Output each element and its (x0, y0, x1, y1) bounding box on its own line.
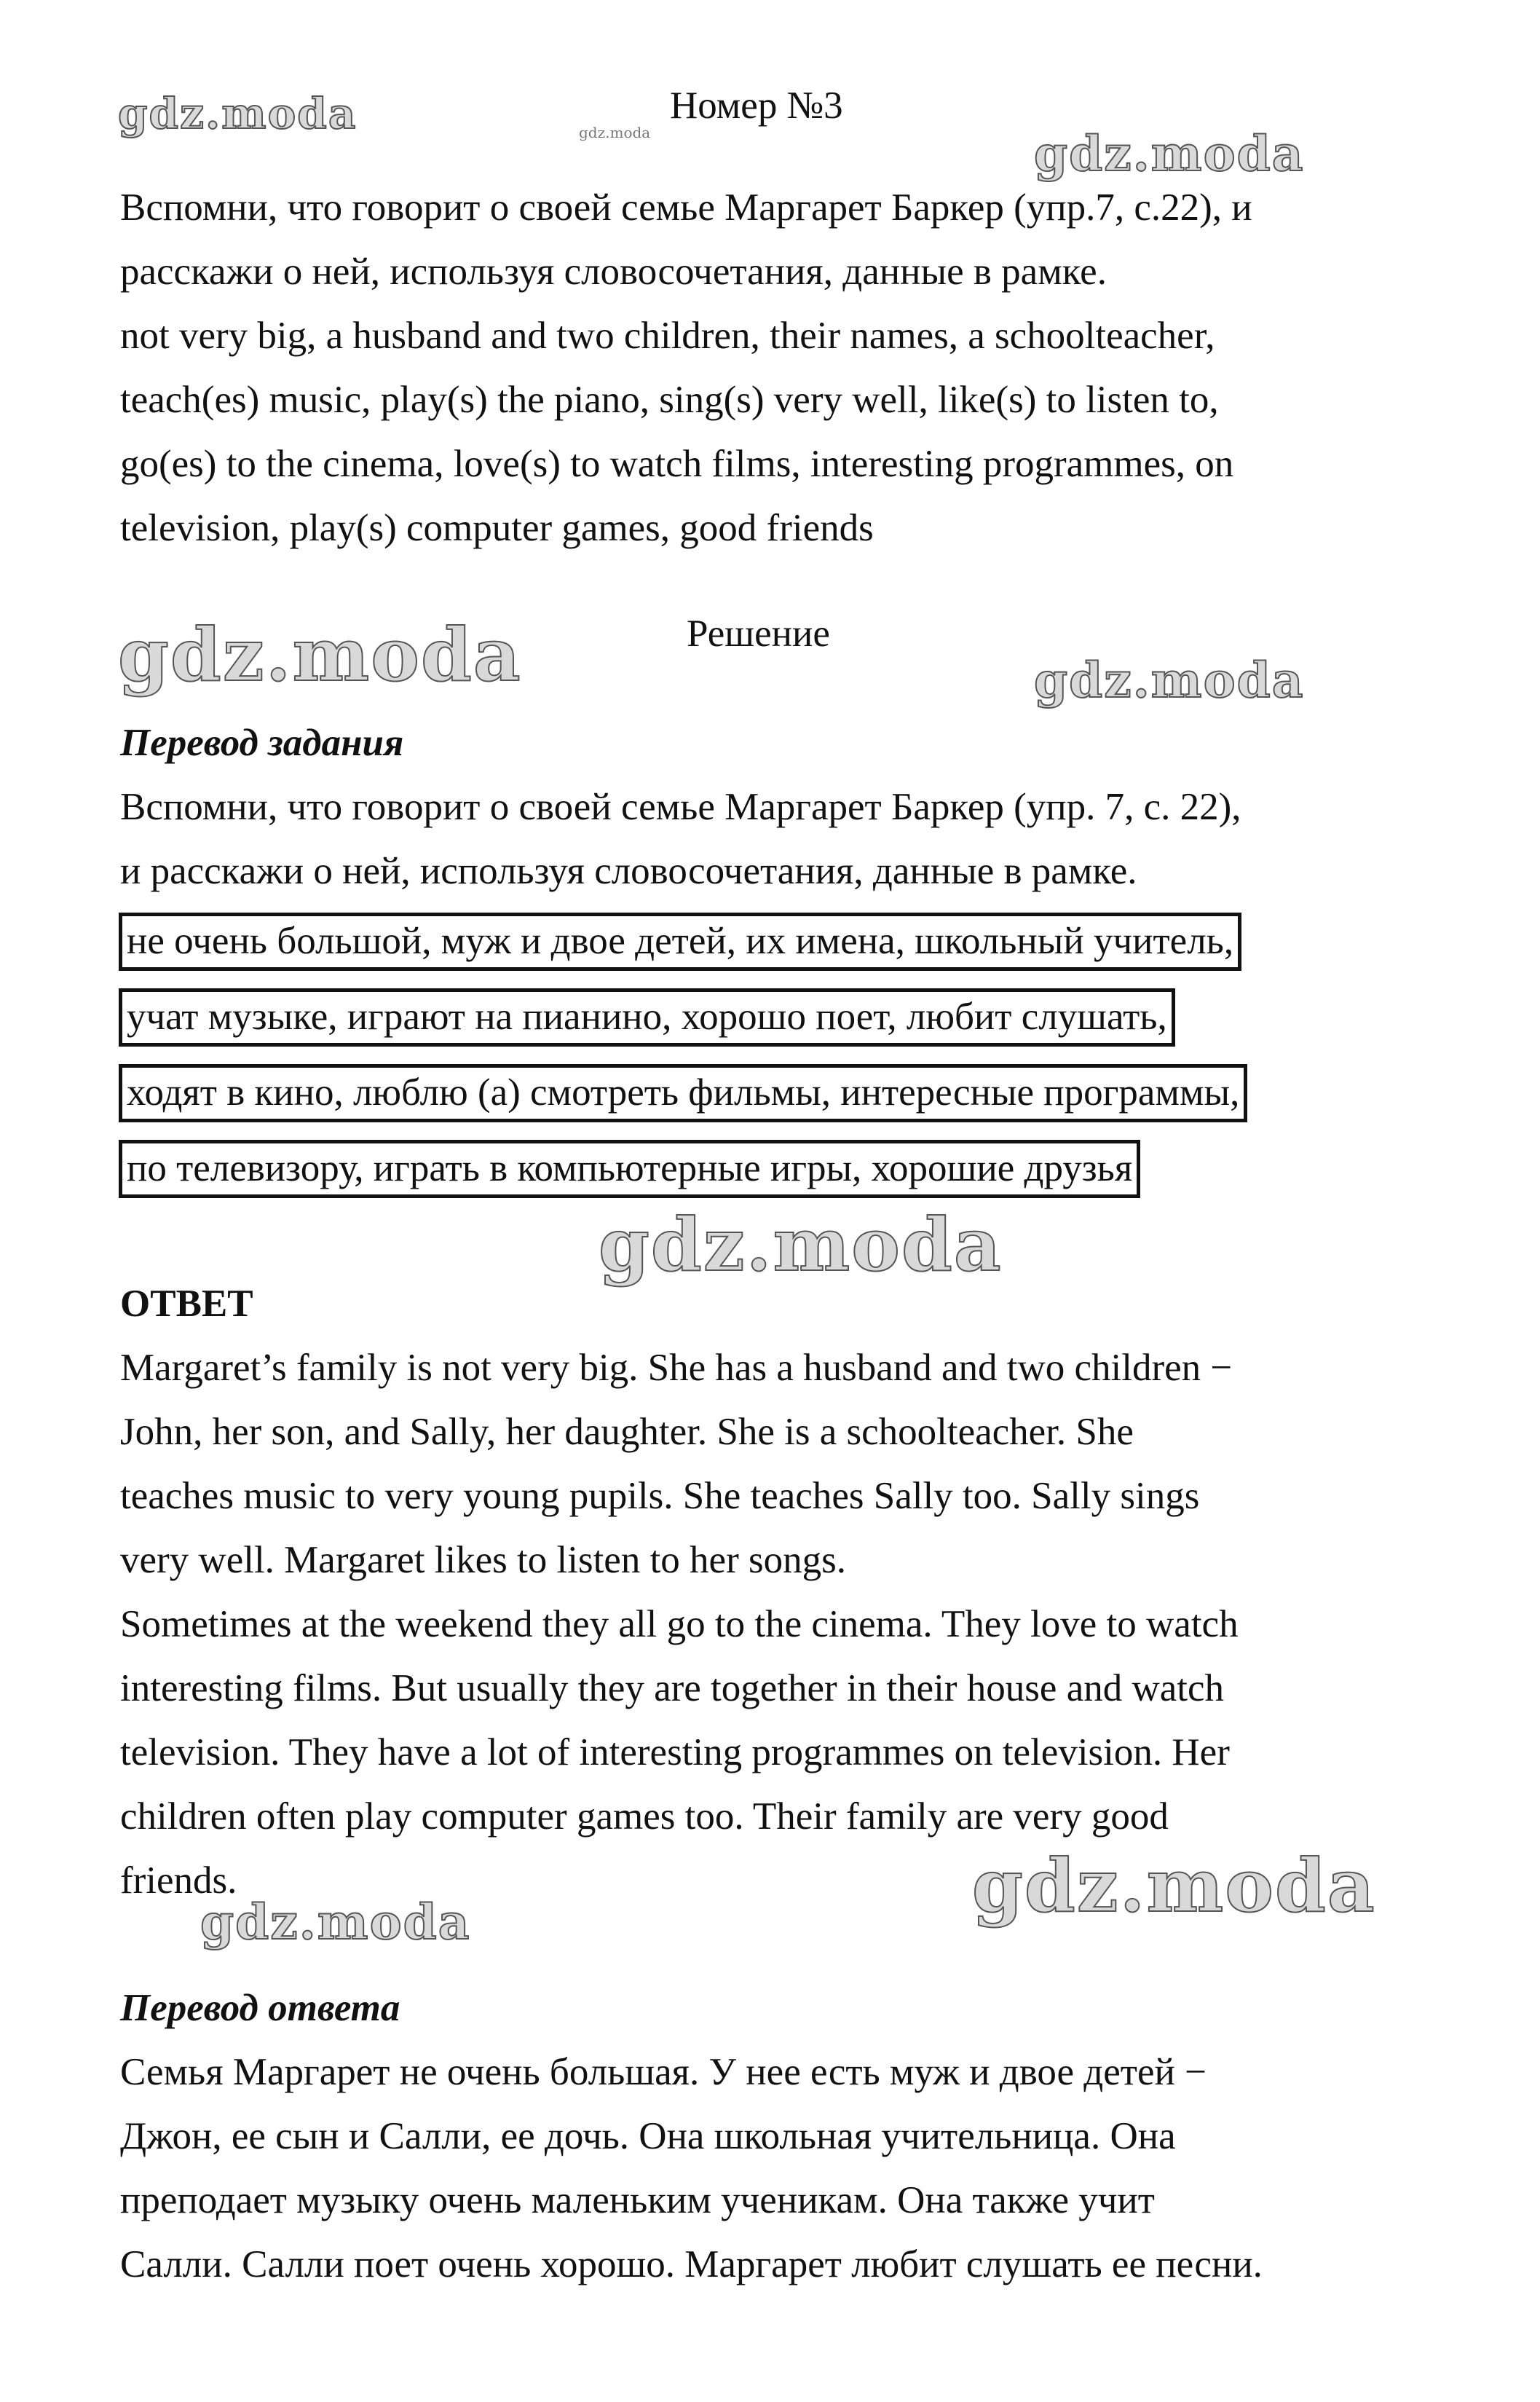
task-translation-line: и расскажи о ней, используя словосочетания, данные в рамке. (120, 850, 1137, 892)
answer-line: children often play computer games too. Their family are very good (120, 1795, 1169, 1838)
task-line: television, play(s) computer games, good friends (120, 507, 874, 549)
solution-label: Решение (687, 613, 830, 655)
answer-heading: ОТВЕТ (120, 1283, 253, 1325)
answer-translation-line: Салли. Салли поет очень хорошо. Маргарет любит слушать ее песни. (120, 2243, 1263, 2285)
task-line: teach(es) music, play(s) the piano, sing(s) very well, like(s) to listen to, (120, 379, 1219, 421)
boxed-phrases-line: по телевизору, играть в компьютерные игры, хорошие друзья (119, 1140, 1140, 1198)
task-line: Вспомни, что говорит о своей семье Маргарет Баркер (упр.7, с.22), и (120, 186, 1252, 229)
boxed-phrases-line: учат музыке, играют на пианино, хорошо поет, любит слушать, (119, 988, 1175, 1047)
answer-line: Margaret’s family is not very big. She has a husband and two children − (120, 1347, 1233, 1389)
page-title: Номер №3 (670, 84, 843, 127)
answer-translation-line: Семья Маргарет не очень большая. У нее есть муж и двое детей − (120, 2051, 1207, 2093)
task-line: расскажи о ней, используя словосочетания, данные в рамке. (120, 251, 1107, 293)
watermark-logo: gdz.moda (118, 89, 358, 138)
answer-translation-line: преподает музыку очень маленьким ученикам. Она также учит (120, 2179, 1155, 2221)
answer-line: Sometimes at the weekend they all go to the cinema. They love to watch (120, 1603, 1239, 1645)
task-line: not very big, a husband and two children, their names, a schoolteacher, (120, 315, 1215, 357)
task-translation-heading: Перевод задания (120, 722, 404, 764)
boxed-phrases-line: ходят в кино, люблю (а) смотреть фильмы, интересные программы, (119, 1064, 1247, 1122)
watermark-logo: gdz.moda (1034, 125, 1305, 182)
watermark-logo-small: gdz.moda (579, 124, 651, 141)
boxed-phrases-line: не очень большой, муж и двое детей, их имена, школьный учитель, (119, 913, 1241, 971)
answer-line: interesting films. But usually they are together in their house and watch (120, 1667, 1225, 1709)
answer-line: television. They have a lot of interesting programmes on television. Her (120, 1731, 1230, 1773)
answer-line: teaches music to very young pupils. She teaches Sally too. Sally sings (120, 1475, 1200, 1517)
watermark-logo: gdz.moda (1034, 652, 1305, 709)
watermark-logo: gdz.moda (599, 1202, 1003, 1288)
answer-line: friends. (120, 1859, 237, 1902)
watermark-logo: gdz.moda (200, 1894, 471, 1950)
task-line: go(es) to the cinema, love(s) to watch films, interesting programmes, on (120, 443, 1234, 485)
answer-line: John, her son, and Sally, her daughter. She is a schoolteacher. She (120, 1411, 1134, 1453)
answer-translation-line: Джон, ее сын и Салли, ее дочь. Она школьная учительница. Она (120, 2115, 1176, 2157)
task-translation-line: Вспомни, что говорит о своей семье Маргарет Баркер (упр. 7, с. 22), (120, 786, 1241, 828)
answer-line: very well. Margaret likes to listen to her songs. (120, 1539, 846, 1581)
watermark-logo: gdz.moda (972, 1843, 1376, 1929)
answer-translation-heading: Перевод ответа (120, 1987, 400, 2029)
watermark-logo: gdz.moda (118, 612, 522, 698)
